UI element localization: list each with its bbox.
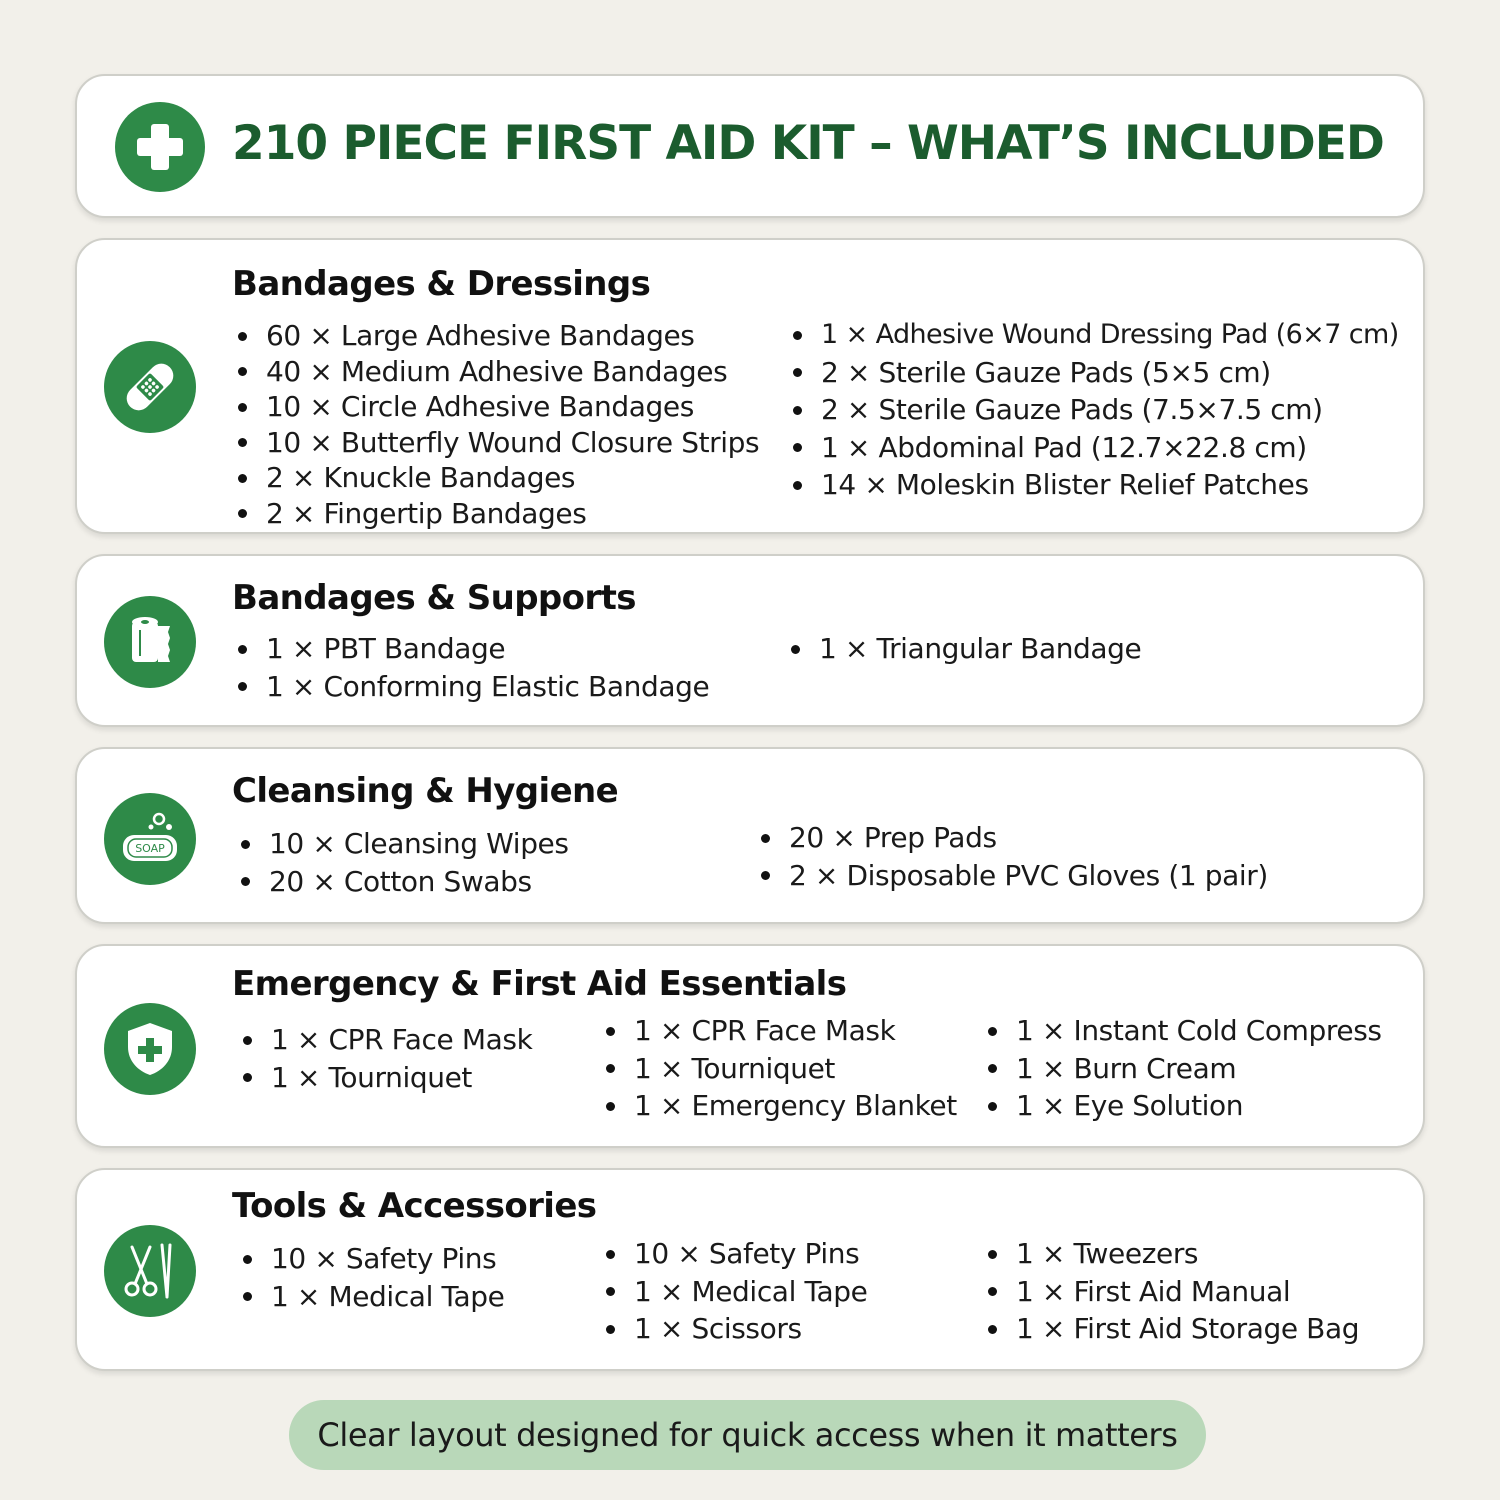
list-item: 1 × Burn Cream [982, 1050, 1382, 1088]
list-item: 1 × Adhesive Wound Dressing Pad (6×7 cm) [787, 316, 1399, 354]
item-list-col-1 [232, 630, 709, 705]
list-item: 10 × Cleansing Wipes [235, 825, 569, 863]
list-item: 1 × Conforming Elastic Bandage [232, 668, 709, 706]
list-item: 1 × Tourniquet [237, 1059, 532, 1097]
list-item: 20 × Cotton Swabs [235, 863, 569, 901]
list-item: 20 × Prep Pads [755, 819, 1268, 857]
list-item: 1 × CPR Face Mask [237, 1021, 532, 1059]
section-cleansing-hygiene [75, 747, 1425, 924]
item-list-col-1 [237, 1240, 504, 1315]
soap-icon-label: SOAP [135, 842, 165, 855]
list-item: 1 × Triangular Bandage [785, 630, 1141, 668]
list-item: 1 × Scissors [600, 1310, 867, 1348]
list-item: 1 × Tweezers [982, 1235, 1359, 1273]
item-list-col-3 [982, 1012, 1382, 1125]
list-item: 2 × Sterile Gauze Pads (7.5×7.5 cm) [787, 391, 1399, 429]
list-item: 1 × CPR Face Mask [600, 1012, 957, 1050]
list-item: 1 × Eye Solution [982, 1087, 1382, 1125]
list-item: 10 × Butterfly Wound Closure Strips [232, 425, 759, 461]
list-item: 1 × Medical Tape [600, 1273, 867, 1311]
list-item: 10 × Safety Pins [600, 1235, 867, 1273]
list-item: 10 × Circle Adhesive Bandages [232, 389, 759, 425]
section-emergency-essentials [75, 944, 1425, 1148]
section-heading: Bandages & Supports [232, 578, 636, 618]
list-item: 14 × Moleskin Blister Relief Patches [787, 466, 1399, 504]
list-item: 2 × Sterile Gauze Pads (5×5 cm) [787, 354, 1399, 392]
item-list-col-3 [982, 1235, 1359, 1348]
bandage-icon [104, 341, 196, 433]
item-list-col-1 [235, 825, 569, 900]
section-heading: Emergency & First Aid Essentials [232, 964, 847, 1004]
list-item: 40 × Medium Adhesive Bandages [232, 354, 759, 390]
list-item: 1 × Abdominal Pad (12.7×22.8 cm) [787, 429, 1399, 467]
list-item: 1 × First Aid Manual [982, 1273, 1359, 1311]
item-list-col-2 [787, 316, 1399, 504]
item-list-col-1 [237, 1021, 532, 1096]
bandage-roll-icon [104, 596, 196, 688]
section-heading: Tools & Accessories [232, 1186, 597, 1226]
list-item: 60 × Large Adhesive Bandages [232, 318, 759, 354]
list-item: 1 × Tourniquet [600, 1050, 957, 1088]
item-list-col-2 [755, 819, 1268, 894]
header-card [75, 74, 1425, 218]
list-item: 1 × Instant Cold Compress [982, 1012, 1382, 1050]
page-title: 210 PIECE FIRST AID KIT – WHAT’S INCLUDED [232, 116, 1384, 171]
soap-icon [104, 793, 196, 885]
list-item: 2 × Knuckle Bandages [232, 460, 759, 496]
item-list-col-2 [785, 630, 1141, 668]
section-heading: Cleansing & Hygiene [232, 771, 619, 811]
list-item: 1 × Emergency Blanket [600, 1087, 957, 1125]
section-bandages-dressings [75, 238, 1425, 534]
shield-cross-icon [104, 1003, 196, 1095]
item-list-col-1 [232, 318, 759, 531]
scissors-tweezers-icon [104, 1225, 196, 1317]
item-list-col-2 [600, 1235, 867, 1348]
section-tools-accessories [75, 1168, 1425, 1371]
list-item: 1 × First Aid Storage Bag [982, 1310, 1359, 1348]
section-heading: Bandages & Dressings [232, 264, 651, 304]
section-bandages-supports [75, 554, 1425, 727]
list-item: 2 × Disposable PVC Gloves (1 pair) [755, 857, 1268, 895]
cross-icon [115, 102, 205, 192]
item-list-col-2 [600, 1012, 957, 1125]
footer-tagline: Clear layout designed for quick access when it matters [289, 1400, 1206, 1470]
list-item: 10 × Safety Pins [237, 1240, 504, 1278]
list-item: 1 × Medical Tape [237, 1278, 504, 1316]
list-item: 1 × PBT Bandage [232, 630, 709, 668]
list-item: 2 × Fingertip Bandages [232, 496, 759, 532]
